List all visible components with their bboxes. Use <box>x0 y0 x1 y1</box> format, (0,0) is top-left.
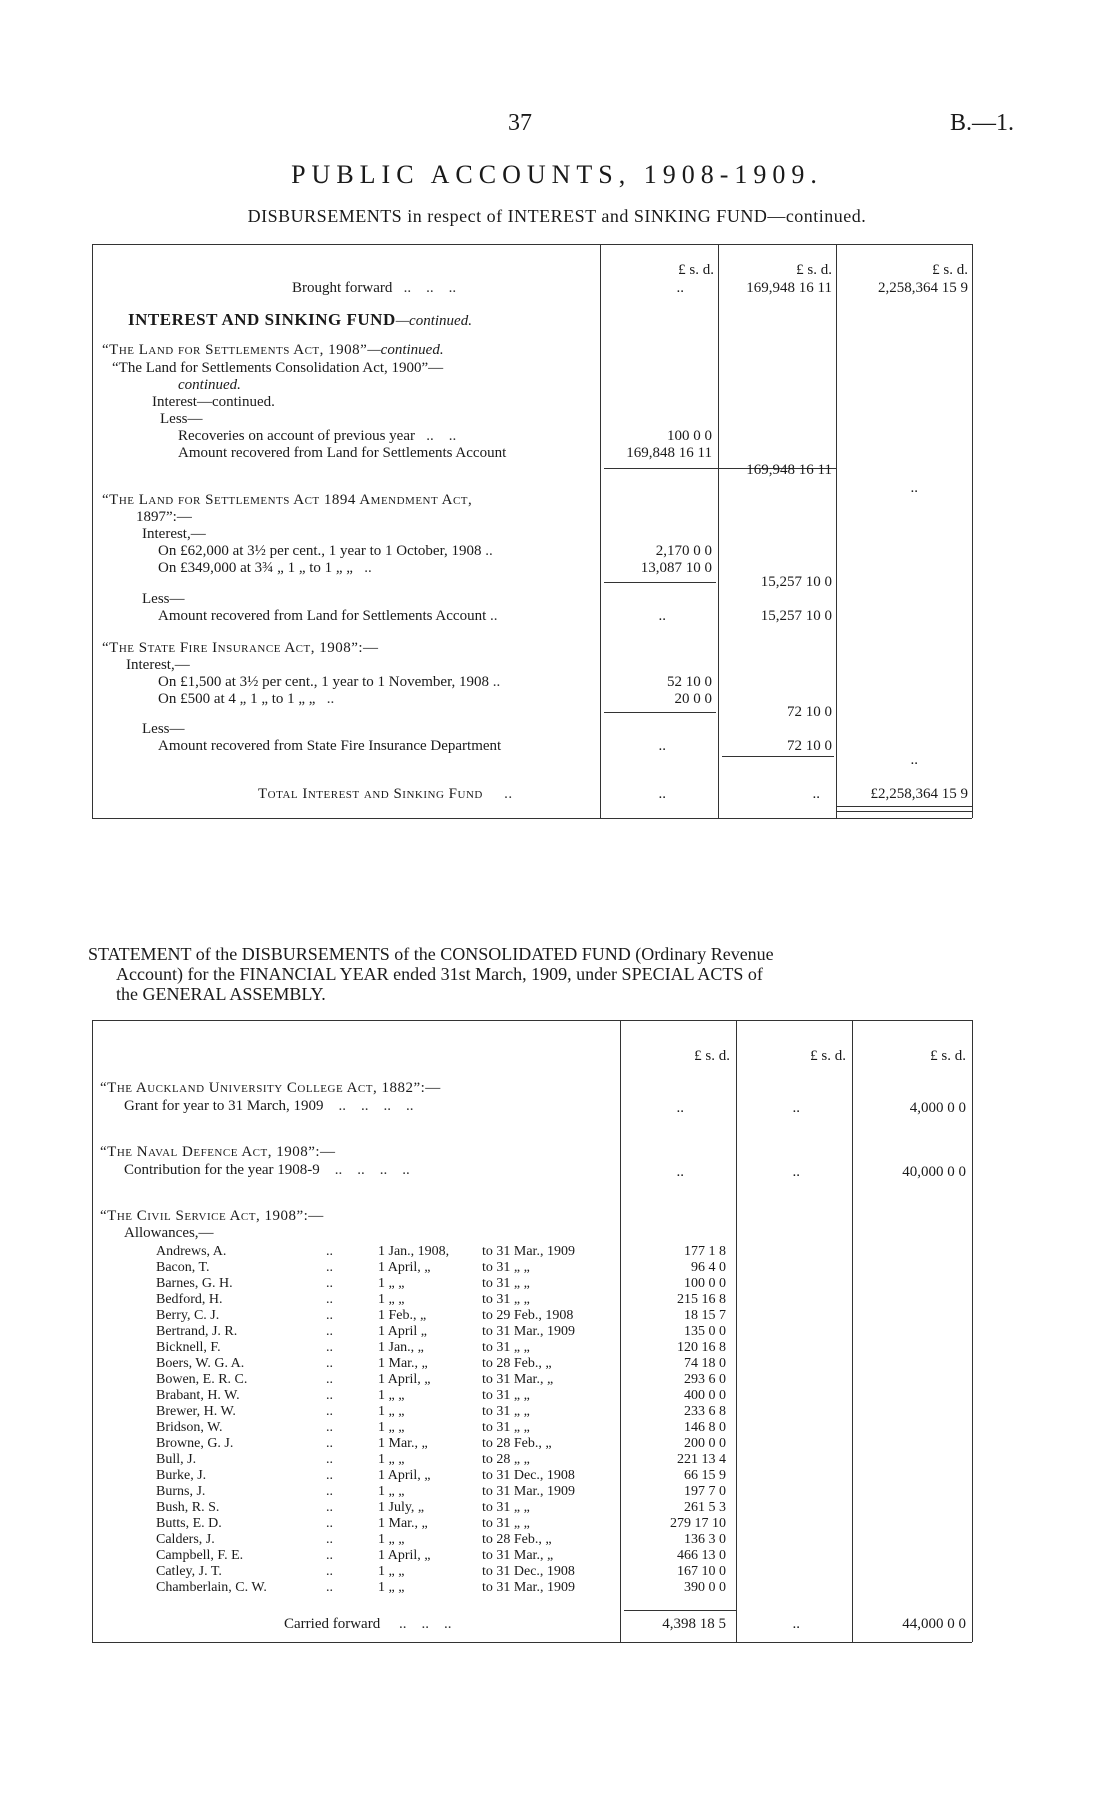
act3-line1: On £1,500 at 3½ per cent., 1 year to 1 November, 1908 .. <box>158 674 501 690</box>
allowance-name: Chamberlain, C. W. <box>156 1580 267 1595</box>
allowance-amount: 136 3 0 <box>684 1532 726 1547</box>
allowance-amount: 96 4 0 <box>691 1260 726 1275</box>
allowance-name: Brabant, H. W. <box>156 1388 240 1403</box>
allowance-dots: .. <box>326 1564 333 1579</box>
act2-line3: Amount recovered from Land for Settlements Account .. <box>158 608 498 624</box>
act1-title: “The Land for Settlements Act, 1908”—continued. <box>102 342 444 358</box>
document-reference: B.—1. <box>950 110 1015 136</box>
act3-line2: On £500 at 4 „ 1 „ to 1 „ „ .. <box>158 691 335 707</box>
naval-c3: 40,000 0 0 <box>902 1164 966 1180</box>
table2-top-rule <box>92 1020 972 1021</box>
allowance-to-date: to 31 „ „ <box>482 1420 530 1435</box>
act1-sub2: continued. <box>178 377 241 393</box>
act1-line1-c1: 100 0 0 <box>667 428 712 444</box>
allowance-name: Butts, E. D. <box>156 1516 222 1531</box>
act2-less: Less— <box>142 591 185 607</box>
carried-forward-c3: 44,000 0 0 <box>902 1616 966 1632</box>
allowance-dots: .. <box>326 1468 333 1483</box>
allowance-amount: 200 0 0 <box>684 1436 726 1451</box>
allowance-name: Campbell, F. E. <box>156 1548 244 1563</box>
auckland-title: “The Auckland University College Act, 1882”:— <box>100 1080 441 1096</box>
auckland-c2: .. <box>792 1100 800 1116</box>
allowance-amount: 279 17 10 <box>670 1516 726 1531</box>
allowance-name: Andrews, A. <box>156 1244 227 1259</box>
allowance-name: Bedford, H. <box>156 1292 223 1307</box>
allowance-amount: 233 6 8 <box>684 1404 726 1419</box>
allowance-amount: 221 13 4 <box>677 1452 726 1467</box>
act1-total-c2: 169,948 16 11 <box>746 462 832 478</box>
allowance-to-date: to 31 „ „ <box>482 1260 530 1275</box>
act3-line2-c1: 20 0 0 <box>674 691 712 707</box>
allowance-amount: 177 1 8 <box>684 1244 726 1259</box>
auckland-c3: 4,000 0 0 <box>909 1100 966 1116</box>
allowance-to-date: to 31 „ „ <box>482 1388 530 1403</box>
act1-line1: Recoveries on account of previous year .. .. <box>178 428 457 444</box>
allowance-to-date: to 28 Feb., „ <box>482 1532 552 1547</box>
table2-col2-header: £ s. d. <box>810 1048 846 1064</box>
civil-title: “The Civil Service Act, 1908”:— <box>100 1208 324 1224</box>
act2-line1-c1: 2,170 0 0 <box>655 543 712 559</box>
allowance-name: Bowen, E. R. C. <box>156 1372 248 1387</box>
allowance-from-date: 1 „ „ <box>378 1532 405 1547</box>
allowance-amount: 466 13 0 <box>677 1548 726 1563</box>
allowance-dots: .. <box>326 1484 333 1499</box>
naval-c1: .. <box>676 1164 684 1180</box>
allowance-amount: 146 8 0 <box>684 1420 726 1435</box>
act3-interest: Interest,— <box>126 657 190 673</box>
total-c2: .. <box>812 786 820 802</box>
allowance-amount: 400 0 0 <box>684 1388 726 1403</box>
allowance-name: Berry, C. J. <box>156 1308 220 1323</box>
statement-heading: STATEMENT of the DISBURSEMENTS of the CONSOLIDATED FUND (Ordinary Revenue Account) for the FINANCIAL YEAR ended 31st March, 1909, under SPECIAL ACTS of the GENERAL ASSEMBLY. <box>88 944 774 1004</box>
brought-forward-c2: 169,948 16 11 <box>746 280 832 296</box>
allowance-name: Browne, G. J. <box>156 1436 234 1451</box>
allowance-amount: 293 6 0 <box>684 1372 726 1387</box>
allowance-dots: .. <box>326 1548 333 1563</box>
allowance-name: Barnes, G. H. <box>156 1276 233 1291</box>
allowance-name: Brewer, H. W. <box>156 1404 236 1419</box>
allowance-from-date: 1 „ „ <box>378 1420 405 1435</box>
carried-forward-rule <box>624 1610 736 1611</box>
allowance-dots: .. <box>326 1260 333 1275</box>
allowance-from-date: 1 Jan., 1908, <box>378 1244 450 1259</box>
table1-col3-rule <box>836 244 837 818</box>
act3-line3-rule <box>722 756 834 757</box>
allowance-from-date: 1 „ „ <box>378 1564 405 1579</box>
act1-line2: Amount recovered from Land for Settlements Account <box>178 445 507 461</box>
allowance-dots: .. <box>326 1308 333 1323</box>
allowance-to-date: to 28 „ „ <box>482 1452 530 1467</box>
allowance-amount: 66 15 9 <box>684 1468 726 1483</box>
allowance-dots: .. <box>326 1372 333 1387</box>
act2-line3-c1: .. <box>658 608 666 624</box>
naval-c2: .. <box>792 1164 800 1180</box>
allowance-to-date: to 29 Feb., 1908 <box>482 1308 574 1323</box>
act3-title: “The State Fire Insurance Act, 1908”:— <box>102 640 379 656</box>
table2-col1-header: £ s. d. <box>694 1048 730 1064</box>
act1-line2-c1: 169,848 16 11 <box>626 445 712 461</box>
act1-less: Less— <box>160 411 203 427</box>
allowance-from-date: 1 April, „ <box>378 1548 431 1563</box>
act3-line1-c1: 52 10 0 <box>667 674 712 690</box>
act3-less: Less— <box>142 721 185 737</box>
brought-forward-label: Brought forward .. .. .. <box>292 280 457 296</box>
allowance-from-date: 1 Jan., „ <box>378 1340 424 1355</box>
allowance-to-date: to 28 Feb., „ <box>482 1356 552 1371</box>
allowance-dots: .. <box>326 1420 333 1435</box>
act3-c3: .. <box>910 752 918 768</box>
table1-top-rule <box>92 244 972 245</box>
allowance-name: Burke, J. <box>156 1468 207 1483</box>
allowance-from-date: 1 Mar., „ <box>378 1356 428 1371</box>
act1-interest: Interest—continued. <box>152 394 275 410</box>
allowance-dots: .. <box>326 1276 333 1291</box>
allowance-amount: 120 16 8 <box>677 1340 726 1355</box>
allowance-amount: 261 5 3 <box>684 1500 726 1515</box>
allowance-to-date: to 31 Mar., „ <box>482 1372 554 1387</box>
total-c1: .. <box>658 786 666 802</box>
allowance-dots: .. <box>326 1388 333 1403</box>
allowance-name: Bicknell, F. <box>156 1340 221 1355</box>
allowance-from-date: 1 April „ <box>378 1324 427 1339</box>
act3-line3-c1: .. <box>658 738 666 754</box>
allowance-from-date: 1 „ „ <box>378 1276 405 1291</box>
act2-line2-c1: 13,087 10 0 <box>640 560 712 576</box>
allowance-to-date: to 31 „ „ <box>482 1404 530 1419</box>
allowance-from-date: 1 Mar., „ <box>378 1516 428 1531</box>
table2-col1-rule <box>620 1020 621 1642</box>
allowance-amount: 390 0 0 <box>684 1580 726 1595</box>
allowance-from-date: 1 „ „ <box>378 1292 405 1307</box>
section-heading: INTEREST AND SINKING FUND—continued. <box>128 310 472 329</box>
allowance-to-date: to 31 „ „ <box>482 1500 530 1515</box>
allowance-name: Bush, R. S. <box>156 1500 220 1515</box>
table1-col2-header: £ s. d. <box>796 262 832 278</box>
allowance-dots: .. <box>326 1404 333 1419</box>
allowance-from-date: 1 April, „ <box>378 1468 431 1483</box>
allowance-to-date: to 31 Dec., 1908 <box>482 1468 575 1483</box>
act2-line3-c2: 15,257 10 0 <box>760 608 832 624</box>
table2-col3-rule <box>852 1020 853 1642</box>
act3-line3-c2: 72 10 0 <box>787 738 832 754</box>
naval-line: Contribution for the year 1908-9 .. .. .. .. <box>124 1162 410 1178</box>
carried-forward-c2: .. <box>792 1616 800 1632</box>
table2-right-rule <box>972 1020 973 1642</box>
auckland-c1: .. <box>676 1100 684 1116</box>
total-label: Total Interest and Sinking Fund .. <box>258 786 513 802</box>
allowance-dots: .. <box>326 1452 333 1467</box>
brought-forward-c3: 2,258,364 15 9 <box>878 280 968 296</box>
table1-right-rule <box>972 244 973 818</box>
allowance-amount: 167 10 0 <box>677 1564 726 1579</box>
act2-title2: 1897”:— <box>136 509 192 525</box>
table1-col1-header: £ s. d. <box>678 262 714 278</box>
act3-subtotal-c2: 72 10 0 <box>787 704 832 720</box>
allowance-dots: .. <box>326 1356 333 1371</box>
allowance-to-date: to 31 „ „ <box>482 1292 530 1307</box>
allowance-to-date: to 31 Mar., 1909 <box>482 1580 575 1595</box>
allowance-dots: .. <box>326 1580 333 1595</box>
act2-c3: .. <box>910 480 918 496</box>
table1-col3-header: £ s. d. <box>932 262 968 278</box>
act2-interest: Interest,— <box>142 526 206 542</box>
total-double-rule <box>836 806 972 812</box>
allowance-name: Catley, J. T. <box>156 1564 222 1579</box>
allowance-amount: 135 0 0 <box>684 1324 726 1339</box>
carried-forward-c1: 4,398 18 5 <box>662 1616 726 1632</box>
table2-col2-rule <box>736 1020 737 1642</box>
carried-forward-label: Carried forward .. .. .. <box>284 1616 452 1632</box>
allowance-dots: .. <box>326 1244 333 1259</box>
allowance-from-date: 1 July, „ <box>378 1500 425 1515</box>
allowance-to-date: to 31 „ „ <box>482 1340 530 1355</box>
act1-sub1: “The Land for Settlements Consolidation Act, 1900”— <box>112 360 444 376</box>
table2-col3-header: £ s. d. <box>930 1048 966 1064</box>
allowance-from-date: 1 „ „ <box>378 1388 405 1403</box>
allowance-from-date: 1 „ „ <box>378 1404 405 1419</box>
act2-title: “The Land for Settlements Act 1894 Amendment Act, <box>102 492 473 508</box>
table2-left-rule <box>92 1020 93 1642</box>
allowance-to-date: to 31 Mar., 1909 <box>482 1484 575 1499</box>
allowance-to-date: to 31 „ „ <box>482 1276 530 1291</box>
allowance-name: Calders, J. <box>156 1532 215 1547</box>
table1-col2-rule <box>718 244 719 818</box>
act2-line2: On £349,000 at 3¾ „ 1 „ to 1 „ „ .. <box>158 560 372 576</box>
table1-bottom-rule <box>92 818 972 819</box>
allowance-from-date: 1 Mar., „ <box>378 1436 428 1451</box>
allowance-amount: 100 0 0 <box>684 1276 726 1291</box>
allowance-dots: .. <box>326 1500 333 1515</box>
act2-subtotal-c2: 15,257 10 0 <box>760 574 832 590</box>
brought-forward-c1: .. <box>676 280 684 296</box>
allowance-dots: .. <box>326 1436 333 1451</box>
allowance-from-date: 1 „ „ <box>378 1452 405 1467</box>
act3-sum-rule <box>604 712 716 713</box>
table1-col1-rule <box>600 244 601 818</box>
allowance-to-date: to 28 Feb., „ <box>482 1436 552 1451</box>
allowance-name: Burns, J. <box>156 1484 206 1499</box>
allowance-name: Boers, W. G. A. <box>156 1356 245 1371</box>
allowance-from-date: 1 „ „ <box>378 1484 405 1499</box>
allowance-dots: .. <box>326 1516 333 1531</box>
allowance-name: Bacon, T. <box>156 1260 210 1275</box>
allowance-from-date: 1 April, „ <box>378 1260 431 1275</box>
allowance-from-date: 1 „ „ <box>378 1580 405 1595</box>
allowance-name: Bertrand, J. R. <box>156 1324 238 1339</box>
allowance-dots: .. <box>326 1532 333 1547</box>
total-c3: £2,258,364 15 9 <box>870 786 968 802</box>
auckland-line: Grant for year to 31 March, 1909 .. .. .. .. <box>124 1098 414 1114</box>
naval-title: “The Naval Defence Act, 1908”:— <box>100 1144 336 1160</box>
allowance-from-date: 1 Feb., „ <box>378 1308 427 1323</box>
allowance-to-date: to 31 Mar., 1909 <box>482 1244 575 1259</box>
act2-sum-rule <box>604 582 716 583</box>
page-subtitle: DISBURSEMENTS in respect of INTEREST and SINKING FUND—continued. <box>247 206 867 226</box>
allowance-amount: 215 16 8 <box>677 1292 726 1307</box>
civil-allowances: Allowances,— <box>124 1225 214 1241</box>
allowance-dots: .. <box>326 1292 333 1307</box>
act2-line1: On £62,000 at 3½ per cent., 1 year to 1 October, 1908 .. <box>158 543 493 559</box>
allowance-from-date: 1 April, „ <box>378 1372 431 1387</box>
page-number: 37 <box>508 110 532 136</box>
page-title: PUBLIC ACCOUNTS, 1908-1909. <box>291 160 823 189</box>
table1-left-rule <box>92 244 93 818</box>
allowance-dots: .. <box>326 1324 333 1339</box>
table2-bottom-rule <box>92 1642 972 1643</box>
allowance-amount: 18 15 7 <box>684 1308 726 1323</box>
allowance-name: Bridson, W. <box>156 1420 223 1435</box>
act3-line3: Amount recovered from State Fire Insurance Department <box>158 738 502 754</box>
allowance-to-date: to 31 Mar., 1909 <box>482 1324 575 1339</box>
allowance-to-date: to 31 Dec., 1908 <box>482 1564 575 1579</box>
allowance-dots: .. <box>326 1340 333 1355</box>
allowance-name: Bull, J. <box>156 1452 197 1467</box>
allowance-to-date: to 31 „ „ <box>482 1516 530 1531</box>
allowance-amount: 74 18 0 <box>684 1356 726 1371</box>
allowance-to-date: to 31 Mar., „ <box>482 1548 554 1563</box>
allowance-amount: 197 7 0 <box>684 1484 726 1499</box>
